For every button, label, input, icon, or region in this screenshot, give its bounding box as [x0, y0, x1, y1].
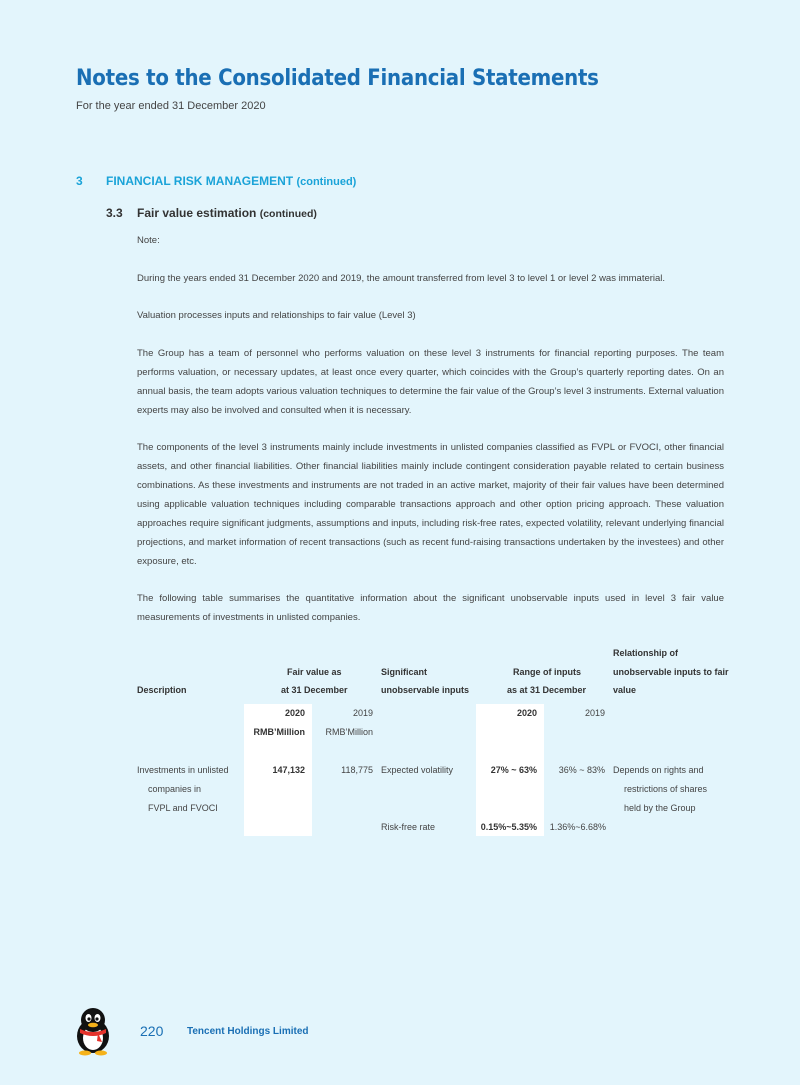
header-fair-value-line1: Fair value as: [287, 667, 342, 677]
subsection-continued: (continued): [259, 208, 317, 220]
paragraph-heading-valuation: Valuation processes inputs and relationships to fair value (Level 3): [137, 310, 416, 321]
paragraph-valuation-team: The Group has a team of personnel who performs valuation on these level 3 instruments for financial reporting purposes. The team performs valuation, or necessary updates, at least once every quarter, which coincides with the Group’s quarterly reporting dates. On an annual basis, the team adopts various valuation techniques to determine the fair value of the Group’s level 3 instruments. External valuation experts may also be involved and consulted when it is necessary.: [137, 348, 724, 416]
range-2020-risk-free: 0.15%~5.35%: [480, 822, 537, 832]
header-relationship-line3: value: [613, 685, 637, 695]
company-name: Tencent Holdings Limited: [187, 1026, 309, 1037]
header-relationship-line2: unobservable inputs to fair: [613, 667, 729, 677]
subsection-title-text: Fair value estimation: [137, 206, 257, 220]
header-range-line1: Range of inputs: [513, 667, 581, 677]
row-description-line3: FVPL and FVOCI: [148, 803, 218, 813]
subsection-number: 3.3: [106, 206, 123, 220]
section-title: [106, 174, 356, 188]
header-relationship-line1: Relationship of: [613, 648, 678, 658]
penguin-logo-icon: [72, 1006, 114, 1056]
range-2019-volatility: 36% ~ 83%: [558, 765, 605, 775]
input-risk-free-rate: Risk-free rate: [381, 822, 436, 832]
header-range-line2: as at 31 December: [507, 685, 587, 695]
relationship-line1: Depends on rights and: [613, 765, 704, 775]
page-title: Notes to the Consolidated Financial Statements: [76, 66, 599, 91]
relationship-line2: restrictions of shares: [624, 784, 708, 794]
section-continued: (continued): [296, 176, 357, 188]
value-fv-2020: 147,132: [272, 765, 305, 775]
paragraph-table-intro: The following table summarises the quantitative information about the significant unobservable inputs used in level 3 fair value measurements of investments in unlisted companies.: [137, 593, 724, 623]
unit-2019: RMB’Million: [325, 727, 373, 737]
section-number: 3: [76, 174, 83, 188]
header-fair-value-line2: at 31 December: [281, 685, 348, 695]
page-number: 220: [140, 1023, 164, 1039]
range-2019-risk-free: 1.36%~6.68%: [549, 822, 606, 832]
page-subtitle: For the year ended 31 December 2020: [76, 100, 266, 112]
subsection-title: [137, 206, 317, 220]
paragraph-transfer: During the years ended 31 December 2020 and 2019, the amount transferred from level 3 to level 1 or level 2 was immaterial.: [137, 273, 666, 284]
relationship-line3: held by the Group: [624, 803, 696, 813]
header-significant-line1: Significant: [381, 667, 428, 677]
input-expected-volatility: Expected volatility: [381, 765, 454, 775]
year-fv-2020: 2020: [284, 708, 305, 718]
note-label: Note:: [137, 235, 160, 246]
row-description-line1: Investments in unlisted: [137, 765, 229, 775]
year-range-2020: 2020: [516, 708, 537, 718]
section-title-text: FINANCIAL RISK MANAGEMENT: [106, 174, 294, 188]
year-fv-2019: 2019: [352, 708, 373, 718]
row-description-line2: companies in: [148, 784, 202, 794]
year-range-2019: 2019: [584, 708, 605, 718]
paragraph-components: The components of the level 3 instruments mainly include investments in unlisted companies classified as FVPL or FVOCI, other financial assets, and other financial liabilities. Other financial liabilities mainly include contingent consideration payable related to certain business combinations. As these investments and instruments are not traded in an active market, majority of their fair values have been determined using applicable valuation techniques including comparable transactions approach and other option pricing approach. These valuation approaches require significant judgments, assumptions and inputs, including risk-free rates, expected volatility, relevant underlying financial projections, and market information of recent transactions (such as recent fund-raising transactions undertaken by the investees) and other exposure, etc.: [137, 442, 724, 567]
header-significant-line2: unobservable inputs: [381, 685, 470, 695]
range-2020-volatility: 27% ~ 63%: [490, 765, 537, 775]
unit-2020: RMB’Million: [253, 727, 305, 737]
value-fv-2019: 118,775: [341, 765, 373, 775]
header-description: Description: [137, 685, 187, 695]
